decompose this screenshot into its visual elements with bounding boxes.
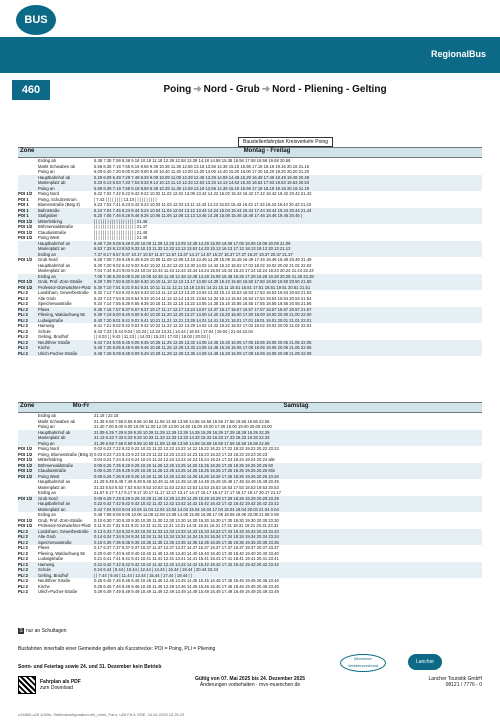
row-zone: PLI 2 bbox=[18, 301, 29, 306]
pdf-line1: Fahrplan als PDF bbox=[40, 679, 81, 685]
company-phone: 08121 / 7776 - 0 bbox=[445, 682, 482, 688]
row-times: 21.36 6.56 7.56 8.56 9.56 10.56 11.56 12.56 13.56 14.56 15.56 16.56 17.56 18.56 19.56 22.56 bbox=[94, 418, 270, 424]
row-times: 0.29 6.49 7.49 8.49 9.49 10.49 11.49 12.49 13.49 14.49 15.49 16.49 17.49 18.49 19.49 20.49 23.49 bbox=[94, 589, 279, 594]
mvv-logo: Münchner Verkehrsverbund bbox=[340, 654, 386, 672]
row-zone: PLI 2 bbox=[18, 545, 29, 550]
header-band bbox=[0, 37, 500, 73]
row-stop: Speicherwastraße bbox=[38, 539, 72, 545]
row-stop: Stafgraber bbox=[38, 213, 58, 218]
weekend-timetable bbox=[18, 402, 482, 595]
company-name: Lancher Touristik GmbH bbox=[428, 676, 482, 682]
row-zone: POI 1/2 bbox=[18, 473, 33, 479]
row-zone: PLI 2 bbox=[18, 339, 29, 345]
row-stop: Poing West bbox=[38, 235, 60, 240]
row-times: 0.05 6.25 7.25 8.25 9.25 10.25 11.25 12.25 13.25 14.25 15.25 16.25 17.25 18.25 19.25 20.25 60 bbox=[94, 462, 273, 468]
row-times: 6.34 7.14 7.55 8.35 8.55 9.35 10.15 11.15 12.15 13.22 13.55 14.35 15.15 15.55 16.55 17.55 18.55 19.55 20.55 21.55 bbox=[94, 301, 312, 306]
row-times: 6.45 7.25 8.06 8.46 9.06 9.46 10.26 11.26 12.26 13.33 14.06 14.46 15.26 16.06 17.06 18.06 19.06 20.06 21.06 22.06 bbox=[94, 345, 312, 350]
row-times: | | | | | | | | | | | | | | | | | | | 21.48 bbox=[94, 229, 148, 235]
row-stop: Mitterfeldring bbox=[38, 457, 63, 462]
zone-header: Zone bbox=[20, 403, 35, 409]
row-times: | | 7.44 | 9.44 | 11.44 | 13.44 | 15.44 | 17.44 | 19.44 | | bbox=[94, 572, 192, 578]
row-times: 6.40 7.20 8.01 8.41 9.01 9.41 10.21 11.21 12.21 13.28 14.01 14.41 15.21 16.01 17.01 18.01 19.01 20.01 21.01 22.01 bbox=[94, 317, 312, 323]
row-zone: POI 1/2 bbox=[18, 224, 33, 229]
document-id: c19460-u25 3/4/9s, Sektenkonfiguration.ehl_ohne_Fal.s, u25 Fä.4: EBE, 24.04.2025 13.25.29 bbox=[18, 712, 185, 717]
row-times: 0.44 7.04 8.04 9.04 10.04 11.04 12.04 13.04 14.04 15.04 16.04 17.04 18.04 19.04 20.04 21.04 0.04 bbox=[94, 506, 279, 512]
row-zone: PLI 2 bbox=[18, 334, 29, 339]
row-times: | | 8.03 | | 9.43 | 11.23 | | 14.03 | 15.23 | 17.03 | 18.03 | 20.03 | | bbox=[94, 334, 211, 339]
row-stop: Marienplatz an bbox=[38, 268, 66, 273]
row-zone: PLI 2 bbox=[18, 312, 29, 317]
row-zone: POI 1/2 bbox=[18, 468, 33, 473]
row-zone: POI 1/2 bbox=[18, 462, 33, 468]
row-times: 6.30 7.10 7.51 8.31 8.51 9.31 10.11 11.11 12.11 13.18 13.51 14.31 15.11 15.51 16.51 17.51 18.51 19.51 20.51 21.51 bbox=[94, 284, 311, 290]
row-times: 0.04 6.24 7.24 8.24 9.24 10.24 11.24 12.24 13.24 14.24 15.24 16.24 17.24 18.24 19.24 20.24 alle bbox=[94, 457, 275, 462]
row-stop: Marienplatz an bbox=[38, 506, 66, 512]
row-stop: Grub Nord bbox=[38, 495, 58, 501]
row-stop: Hauptbahnhof an bbox=[38, 262, 71, 268]
row-stop: Alte Grub bbox=[38, 295, 56, 301]
row-zone: PLI 2 bbox=[18, 539, 29, 545]
row-stop: Hauptbahnhof an bbox=[38, 479, 71, 484]
table-row bbox=[18, 589, 482, 595]
validity-sub: Änderungen vorbehalten · mvv-muenchen.de bbox=[199, 682, 301, 688]
row-stop: Hauptbahnhof ab bbox=[38, 429, 71, 435]
row-zone: PLI 2 bbox=[18, 572, 29, 578]
row-times: 0.15 6.35 7.35 8.35 9.35 10.35 11.35 12.35 13.35 14.35 15.35 16.35 17.35 18.35 19.35 20.35 23.35 bbox=[94, 539, 279, 545]
row-zone: POI 1/2 bbox=[18, 284, 33, 290]
lancher-logo: Lancher bbox=[408, 654, 442, 670]
row-times: 6.36 7.16 7.57 8.37 8.57 9.37 10.17 11.17 12.17 13.24 13.57 14.37 15.17 15.57 16.57 17.57 18.57 19.57 20.57 21.57 bbox=[94, 306, 312, 312]
row-times: 6.33 7.13 7.54 8.34 8.54 9.34 10.14 11.14 12.14 13.21 13.54 14.34 15.14 15.54 16.54 17.54 18.54 19.54 20.54 21.54 bbox=[94, 295, 312, 301]
weekend-rows bbox=[18, 413, 482, 595]
row-times: 6.43 7.23 | 8.44 9.04 | 10.24 | 12.24 13.31 | 14.44 | 16.04 | 17.04 | 19.04 | 21.04 22.04 bbox=[94, 328, 253, 334]
row-zone: POI 1/2 bbox=[18, 235, 33, 240]
row-stop: Hainweg bbox=[38, 561, 55, 567]
row-times: 6.49 7.29 8.09 8.49 9.29 10.09 11.29 12.29 13.09 13.49 14.29 15.09 16.09 17.09 18.09 19.09 20.09 21.09 bbox=[94, 240, 291, 246]
row-stop: Claudiusstraße bbox=[38, 229, 67, 235]
row-stop: Alte Grub bbox=[38, 534, 56, 539]
regional-label: RegionalBus bbox=[430, 49, 486, 59]
row-times: 5.56 6.36 7.16 7.56 8.16 8.56 9.36 10.36 11.36 12.56 13.16 13.56 14.36 15.16 15.56 17.16 18.16 19.16 20.16 21.16 bbox=[94, 163, 310, 169]
row-times: 7.37 8.17 8.57 9.37 10.17 10.57 11.57 12.57 13.37 14.17 14.57 15.37 16.37 17.37 18.37 19.37 20.37 21.37 bbox=[94, 251, 293, 257]
row-stop: Poing an bbox=[38, 440, 55, 446]
row-stop: Kirche bbox=[38, 345, 50, 350]
holiday-note: Sonn- und Feiertag sowie 24. und 31. Dezember kein Betrieb bbox=[18, 664, 162, 670]
row-stop: Claudiusstraße bbox=[38, 468, 67, 473]
row-stop: Hainweg bbox=[38, 323, 55, 328]
row-stop: Ludwigstraße bbox=[38, 317, 64, 323]
row-stop: Böhmerwaldstraße bbox=[38, 462, 74, 468]
row-stop: Neuföhrer Straße bbox=[38, 339, 71, 345]
row-times: 21.40 7.00 8.00 9.00 10.00 11.00 12.00 13.00 14.00 15.00 16.00 17.00 18.00 19.00 20.00 23.00 bbox=[94, 424, 272, 429]
row-stop: Gelting, Brodhof bbox=[38, 334, 69, 339]
row-stop: Bahnstraße bbox=[38, 207, 60, 213]
row-stop: Grub Nord bbox=[38, 257, 58, 262]
row-zone: PLI 2 bbox=[18, 589, 29, 594]
row-zone: POI 1 bbox=[18, 213, 29, 218]
row-stop: Hauptbahnhof an bbox=[38, 240, 71, 246]
row-stop: Poing an bbox=[38, 169, 55, 174]
row-times: 6.23 7.03 7.41 8.23 8.43 9.23 10.03 11.03 12.03 13.11 13.43 14.23 15.03 15.43 16.43 17.43 18.43 19.43 20.43 21.43 bbox=[94, 202, 312, 207]
row-times: 21.13 6.33 7.33 8.33 9.33 10.33 11.33 12.33 13.33 14.33 15.33 16.33 17.33 18.33 19.33 22.33 bbox=[94, 435, 270, 440]
table-row bbox=[18, 351, 482, 357]
validity-dates: Gültig von 07. Mai 2025 bis 24. Dezember 2025 bbox=[194, 676, 306, 682]
row-zone: POI 1/2 bbox=[18, 257, 33, 262]
row-times: 0.22 6.42 7.42 8.42 9.42 10.42 11.42 12.42 13.42 14.42 15.42 16.42 17.42 18.42 19.42 20.42 23.42 bbox=[94, 501, 279, 506]
row-times: 5.38 7.38 7.58 8.38 9.18 10.18 11.18 12.38 12.58 13.38 14.18 14.58 15.38 16.58 17.58 18.58 19.58 20.58 bbox=[94, 158, 291, 163]
row-stop: Landsham, Gewerbestraße bbox=[38, 528, 89, 534]
bus-badge: BUS bbox=[14, 3, 58, 37]
row-zone: POI 1/2 bbox=[18, 495, 33, 501]
row-zone: POI 1/2 bbox=[18, 517, 33, 523]
row-zone: PLI 2 bbox=[18, 328, 29, 334]
row-zone: PLI 2 bbox=[18, 550, 29, 556]
row-times: 0.48 7.08 8.08 9.08 10.08 11.08 12.08 13.08 14.08 15.08 16.08 17.08 18.08 19.08 20.08 21.08 0.08 bbox=[94, 512, 279, 517]
row-stop: Grub, Prof.-Zorn-Straße bbox=[38, 279, 83, 284]
row-times: 0.11 6.31 7.31 8.31 9.31 10.31 11.31 12.31 13.31 14.31 15.31 16.31 17.31 18.31 19.31 20.31 23.31 bbox=[94, 523, 279, 528]
row-times: 6.44 7.24 8.05 8.45 9.05 9.45 10.25 11.25 12.25 13.32 14.05 14.45 15.25 16.05 17.05 18.05 19.05 20.05 21.05 22.05 bbox=[94, 339, 312, 345]
row-zone: POI 1/2 bbox=[18, 451, 33, 457]
row-times: 0.02 6.22 7.22 8.22 9.22 10.22 11.22 12.22 13.22 14.22 15.22 16.22 17.22 18.22 19.22 20.22 23.22 bbox=[94, 446, 279, 451]
company-info bbox=[428, 676, 482, 688]
arrow-icon: ➜ bbox=[193, 84, 202, 95]
row-times: | 7.43 | | | | | | | | 13.10 | | | | | | | | | | bbox=[94, 196, 157, 202]
row-stop: Pliening, Waldachweg 56 bbox=[38, 550, 85, 556]
row-stop: Marienplatz an bbox=[38, 246, 66, 251]
row-times: 6.53 7.33 8.13 8.53 9.33 10.13 11.33 12.33 13.13 13.53 14.33 15.13 16.13 17.13 18.13 19.13 20.13 21.13 bbox=[94, 246, 291, 251]
row-times: 0.10 6.30 7.30 8.30 9.30 10.30 11.30 12.30 13.30 14.30 15.30 16.30 17.30 18.30 19.30 20.30 23.30 bbox=[94, 517, 279, 523]
school-day-icon: S bbox=[19, 628, 23, 634]
row-times: 6.28 7.08 7.49 8.29 8.49 9.29 10.09 11.09 12.09 13.16 13.49 14.29 15.09 15.49 16.49 17.49 18.49 19.49 20.49 21.49 bbox=[94, 257, 312, 262]
row-zone: PLI 2 bbox=[18, 534, 29, 539]
row-times: 5.33 6.13 6.53 7.33 7.53 8.33 9.13 10.13 11.13 12.33 12.53 13.33 14.13 14.53 15.33 16.53 17.53 18.53 19.53 20.53 bbox=[94, 180, 310, 185]
row-times: 0.26 6.46 7.46 8.46 9.46 10.46 11.46 12.46 13.46 14.46 15.46 16.46 17.46 18.46 19.46 20.46 23.46 bbox=[94, 583, 279, 589]
row-stop: Erding ab bbox=[38, 413, 56, 418]
row-times: | | | | | | | | | | | | | | | | | | | 21.47 bbox=[94, 224, 148, 229]
row-times: 6.25 7.05 7.46 8.26 8.46 9.26 10.06 11.06 12.06 13.13 13.46 14.26 15.06 15.46 16.46 17.46 18.46 19.46 20.46 | bbox=[94, 213, 303, 218]
row-stop: Pliees bbox=[38, 545, 50, 550]
row-times: 6.00 6.40 7.20 8.00 8.20 9.00 9.40 10.40 11.40 13.00 13.20 14.00 14.40 15.20 16.00 17.20 18.20 19.20 20.20 21.20 bbox=[94, 169, 310, 174]
row-zone: POI 1/2 bbox=[18, 218, 33, 224]
row-times: 21.57 6.17 7.17 8.17 9.17 10.17 11.17 12.17 13.17 14.17 15.17 16.17 17.17 18.17 19.17 20.17 21.17 bbox=[94, 490, 282, 495]
row-times: 0.20 6.40 7.40 8.40 9.40 10.40 11.40 12.40 13.40 14.40 15.40 16.40 17.40 18.40 19.40 20.40 23.40 bbox=[94, 550, 279, 556]
row-times: 0.13 6.33 7.33 8.33 9.33 10.33 11.33 12.33 13.33 14.33 15.33 16.33 17.33 18.33 19.33 20.33 23.33 bbox=[94, 528, 279, 534]
zone-header: Zone bbox=[20, 148, 35, 154]
row-stop: Hauptbahnhof an bbox=[38, 501, 71, 506]
row-times: 6.32 7.12 7.53 8.33 8.53 9.33 10.13 11.13 12.13 13.20 13.53 14.33 15.13 15.53 16.53 17.53 18.53 19.53 20.53 21.53 bbox=[94, 290, 312, 295]
row-times: 6.29 7.09 7.50 8.30 8.50 9.30 10.10 11.10 12.10 13.17 13.50 14.30 15.10 15.50 16.50 17.50 18.50 19.50 20.50 21.50 bbox=[94, 279, 312, 284]
row-stop: Speicherwastraße bbox=[38, 301, 72, 306]
row-stop: Erding an bbox=[38, 251, 56, 257]
row-stop: Ludwigstraße bbox=[38, 556, 64, 561]
row-zone: PLI 2 bbox=[18, 583, 29, 589]
row-stop: Poing Nord bbox=[38, 446, 59, 451]
row-stop: Erding an bbox=[38, 512, 56, 517]
row-stop: Poing West bbox=[38, 473, 60, 479]
row-stop: Neuföhrer Straße bbox=[38, 578, 71, 583]
row-zone: POI 1/2 bbox=[18, 523, 33, 528]
row-stop: Marienplatz ab bbox=[38, 435, 66, 440]
pdf-line2: zum Download bbox=[40, 685, 74, 691]
row-times: 6.39 7.19 8.00 8.40 9.00 9.40 10.20 11.20 12.20 13.27 14.00 14.40 15.20 16.00 17.00 18.00 19.00 20.00 21.00 22.00 bbox=[94, 312, 312, 317]
row-stop: Pliening, Waldachweg 56 bbox=[38, 312, 85, 317]
weekday-timetable bbox=[18, 147, 482, 356]
row-times: 6.40 7.20 8.02 8.42 9.02 9.42 10.22 11.22 12.22 13.30 14.02 14.42 15.22 16.02 17.02 18.02 19.02 20.02 21.02 22.02 bbox=[94, 262, 312, 268]
row-times: 0.03 6.23 7.23 8.23 9.23 10.23 11.23 12.23 13.23 14.23 15.23 16.23 17.23 18.23 19.23 20.23 bbox=[94, 451, 268, 457]
row-zone: PLI 2 bbox=[18, 345, 29, 350]
row-zone: POI 1 bbox=[18, 196, 29, 202]
row-zone: POI 1 bbox=[18, 207, 29, 213]
row-times: 21.39 6.59 7.59 8.59 9.59 10.59 11.59 12.59 13.59 14.59 15.59 16.59 17.59 18.59 19.59 22.59 bbox=[94, 440, 270, 446]
row-stop: Schule bbox=[38, 567, 51, 572]
row-zone: PLI 2 bbox=[18, 323, 29, 328]
row-times: 21.09 6.29 7.29 8.29 9.29 10.29 11.29 12.29 13.29 14.29 15.29 16.29 17.29 18.29 19.29 22.29 bbox=[94, 429, 270, 435]
row-stop: Kirche bbox=[38, 583, 50, 589]
row-times: 0.17 6.37 7.37 8.37 9.37 10.37 11.37 12.37 13.37 14.37 15.37 16.37 17.37 18.37 19.37 20.37 23.37 bbox=[94, 545, 279, 550]
row-times: 0.22 6.42 7.42 8.42 9.42 10.42 11.42 12.42 13.42 14.42 15.42 16.42 17.42 18.42 19.42 20.42 23.42 bbox=[94, 561, 279, 567]
row-zone: PLI 2 bbox=[18, 556, 29, 561]
row-zone: PLI 2 bbox=[18, 567, 29, 572]
row-stop: Mitterfeldring bbox=[38, 218, 63, 224]
row-times: 21.18 | 22.18 bbox=[94, 413, 119, 418]
row-times: | | | | | | | | | | | | | | | | | | | 21.49 bbox=[94, 235, 148, 240]
row-stop: Grub, Prof.-Zorn-Straße bbox=[38, 517, 83, 523]
row-times: 0.06 6.26 7.26 8.26 9.26 10.26 11.26 12.26 13.26 14.26 15.26 16.26 17.26 18.26 19.26 20.26 23.26 bbox=[94, 473, 279, 479]
row-zone: PLI 2 bbox=[18, 350, 29, 356]
row-times: 7.08 7.48 8.28 9.08 9.28 10.08 10.48 11.48 12.48 13.48 14.28 15.08 15.48 16.28 17.28 18.28 19.28 20.28 21.28 22.28 bbox=[94, 273, 314, 279]
row-stop: Hauptbahnhof ab bbox=[38, 174, 71, 180]
row-zone: PLI 2 bbox=[18, 528, 29, 534]
row-stop: Marienplatz an bbox=[38, 484, 66, 490]
row-times: 0.21 6.41 7.41 8.41 9.41 10.41 11.41 12.41 13.41 14.41 15.41 16.41 17.41 18.41 19.41 20.41 23.41 bbox=[94, 556, 279, 561]
row-times: 21.33 5.53 6.53 7.53 8.53 9.53 10.53 11.53 12.53 13.53 14.53 15.53 16.53 17.53 18.53 19.53 20.53 bbox=[94, 484, 279, 490]
row-times: 5.29 6.09 6.49 7.29 7.49 8.29 9.09 10.09 11.09 12.29 12.49 13.29 14.09 14.49 15.29 16.49 17.49 18.49 19.49 20.49 bbox=[94, 174, 310, 180]
row-times: 0.24 6.44 | 8.44 | 10.44 | 12.44 | 14.44 | 16.44 | 18.44 | 20.44 23.44 bbox=[94, 567, 219, 572]
legend bbox=[18, 628, 67, 634]
row-stop: Gelting, Brodhof bbox=[38, 572, 69, 578]
line-number: 460 bbox=[12, 80, 50, 100]
row-stop: Markt Schwaben ab bbox=[38, 418, 76, 424]
row-zone: POI 1/2 bbox=[18, 446, 33, 451]
monfri-header: Mo-Fr bbox=[72, 403, 90, 409]
validity bbox=[0, 676, 500, 688]
row-stop: Poing an bbox=[38, 185, 55, 191]
weekend-header bbox=[18, 403, 482, 413]
row-times: 6.24 7.04 7.45 8.24 8.44 9.24 10.04 11.04 12.04 13.12 13.44 14.24 15.04 15.44 16.44 17.44 18.44 19.44 20.44 21.44 bbox=[94, 207, 312, 213]
row-stop: Poing, Blumenstraße (Bstg 3) bbox=[38, 451, 93, 457]
construction-notice: Baustellenfahrplan Kreisverkehr Poing bbox=[238, 137, 333, 147]
route-title bbox=[60, 84, 490, 95]
weekday-header bbox=[18, 148, 482, 158]
row-stop: Böhmerwaldstraße bbox=[38, 224, 74, 229]
row-zone: PLI 2 bbox=[18, 295, 29, 301]
row-stop: Professor-Dürrwächter-Platz bbox=[38, 523, 91, 528]
row-zone: PLI 2 bbox=[18, 317, 29, 323]
row-zone: PLI 2 bbox=[18, 578, 29, 583]
route-part-2: Nord - Grub bbox=[203, 84, 260, 95]
row-times: 0.25 6.45 7.45 8.45 9.45 10.45 11.45 12.45 13.45 14.45 15.45 16.45 17.45 18.45 19.45 20.45 23.45 bbox=[94, 578, 279, 583]
saturday-header: Samstag bbox=[283, 403, 309, 409]
route-part-3: Nord - Pliening - Gelting bbox=[272, 84, 387, 95]
day-header: Montag - Freitag bbox=[243, 148, 291, 154]
row-stop: Marienplatz ab bbox=[38, 180, 66, 185]
row-times: 0.05 6.25 7.25 8.25 9.25 10.25 11.25 12.25 13.25 14.25 15.25 16.25 17.25 18.25 19.25 20.25 Min bbox=[94, 468, 276, 473]
row-stop: Erding ab bbox=[38, 158, 56, 163]
row-stop: Erding an bbox=[38, 273, 56, 279]
route-part-1: Poing bbox=[163, 84, 192, 95]
row-stop: Erding an bbox=[38, 490, 56, 495]
row-stop: Ulrich-Pucher-Straße bbox=[38, 589, 78, 594]
row-stop: Poing an bbox=[38, 424, 55, 429]
row-zone: PLI 2 bbox=[18, 561, 29, 567]
row-times: 7.04 7.44 8.24 9.04 9.24 10.04 10.44 11.44 12.44 13.44 14.24 15.04 15.44 16.24 17.24 18.24 19.24 20.24 21.24 22.24 bbox=[94, 268, 314, 273]
row-stop: Ulrich-Pucher-Straße bbox=[38, 350, 78, 356]
row-times: 6.22 7.02 7.42 8.22 8.42 9.22 10.02 11.02 12.02 13.09 13.42 14.22 15.02 15.42 16.42 17.42 18.42 19.42 20.42 21.42 bbox=[94, 191, 312, 196]
row-times: | | | | | | | | | | | | | | | | | | | 21.46 bbox=[94, 218, 148, 224]
row-stop: Markt Schwaben ab bbox=[38, 163, 76, 169]
row-times: 0.14 6.34 7.34 8.34 9.34 10.34 11.34 12.34 13.34 14.34 15.34 16.34 17.34 18.34 19.34 20.34 23.34 bbox=[94, 534, 279, 539]
row-zone: POI 1/2 bbox=[18, 191, 33, 196]
row-zone: POI 1/2 bbox=[18, 457, 33, 462]
row-zone: PLI 2 bbox=[18, 306, 29, 312]
row-stop: Poing Nord bbox=[38, 191, 59, 196]
row-zone: POI 1/2 bbox=[18, 229, 33, 235]
row-stop: Pliees bbox=[38, 306, 50, 312]
row-times: 0.09 6.29 7.29 8.29 9.29 10.29 11.29 12.29 13.29 14.29 15.29 16.29 17.29 18.29 19.29 20.29 23.29 bbox=[94, 495, 279, 501]
row-times: 5.59 6.39 7.19 7.59 8.19 8.59 9.39 10.39 11.39 12.59 13.19 13.59 14.39 15.19 15.59 17.19 18.19 19.19 20.19 21.19 bbox=[94, 185, 310, 191]
row-stop: Blumenstraße (Bstg 3) bbox=[38, 202, 80, 207]
weekday-rows bbox=[18, 158, 482, 356]
row-stop: Professor-Dürrwächter-Platz bbox=[38, 284, 91, 290]
row-zone: POI 1 bbox=[18, 202, 29, 207]
short-distance-note: Busfahrten innerhalb einer Gemeinde gelten als Kurzstrecke: POI = Poing, PLI = Pliening bbox=[18, 646, 216, 652]
row-stop: Schule bbox=[38, 328, 51, 334]
row-stop: Landsham, Gewerbestraße bbox=[38, 290, 89, 295]
row-times: 6.41 7.21 8.02 8.42 9.02 9.42 10.22 11.22 12.22 13.29 14.02 14.42 15.22 16.02 17.02 18.02 19.02 20.02 21.02 22.02 bbox=[94, 323, 312, 328]
row-zone: POI 1/2 bbox=[18, 279, 33, 284]
row-times: 6.48 7.28 8.09 8.49 9.09 9.49 10.29 11.29 12.29 13.36 14.09 14.49 15.29 16.09 17.09 18.09 19.09 20.09 21.09 22.09 bbox=[94, 350, 312, 356]
arrow-icon: ➜ bbox=[261, 84, 271, 95]
row-zone: PLI 2 bbox=[18, 290, 29, 295]
row-stop: Poing, Schulzentrum bbox=[38, 196, 77, 202]
row-times: 21.29 5.49 6.49 7.49 8.49 9.49 10.49 11.49 12.49 13.49 14.49 15.49 16.49 17.49 18.49 19.49 20.49 bbox=[94, 479, 279, 484]
legend-text: nur an Schultagen bbox=[26, 628, 67, 634]
